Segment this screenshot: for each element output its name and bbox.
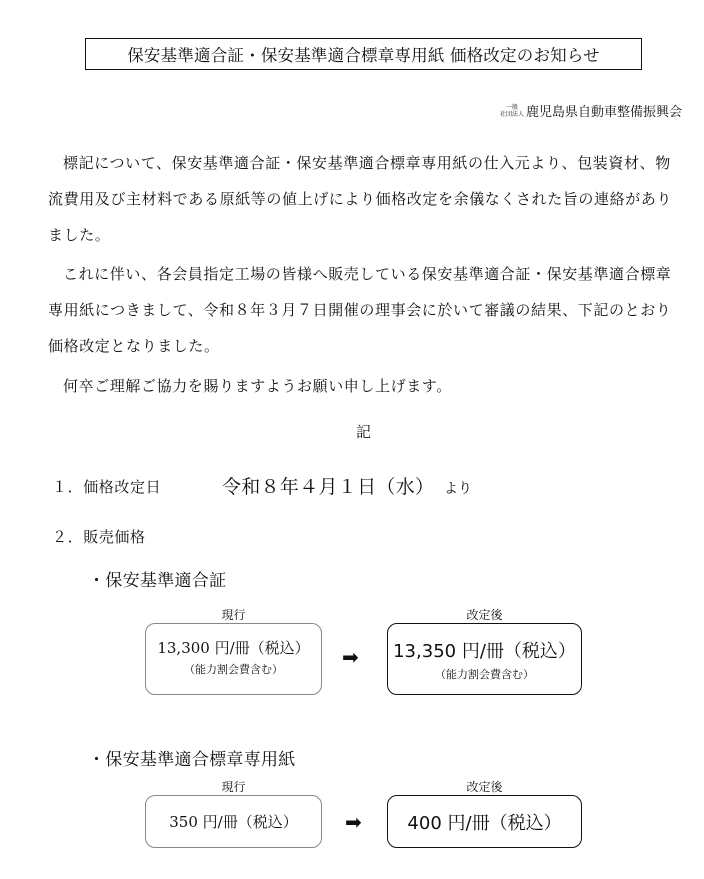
revision-date: 令和８年４月１日（水） xyxy=(222,476,435,498)
item-1-name: ・保安基準適合証 xyxy=(88,571,227,591)
item-1-new-box xyxy=(387,623,582,695)
section-2-label: ２．販売価格 xyxy=(52,528,146,546)
org-prefix-bottom: 社団法人 xyxy=(499,110,524,118)
ki-heading: 記 xyxy=(356,423,372,441)
page-title: 保安基準適合証・保安基準適合標章専用紙 価格改定のお知らせ xyxy=(85,38,642,70)
section-1-label: １．価格改定日 xyxy=(52,478,162,496)
item-2-current-label: 現行 xyxy=(221,780,246,794)
item-1-new-note: （能力割会費含む） xyxy=(435,668,534,681)
item-1-new-price: 13,350 円/冊（税込） xyxy=(393,641,576,662)
org-prefix xyxy=(500,104,524,118)
org-prefix-top: 一般 xyxy=(505,103,518,111)
item-1-current-label: 現行 xyxy=(221,608,246,622)
item-1-new-label: 改定後 xyxy=(466,608,503,622)
item-2-current-box xyxy=(145,795,322,848)
item-2-new-price: 400 円/冊（税込） xyxy=(407,813,562,834)
arrow-right-icon: ➡ xyxy=(345,810,362,834)
item-2-new-box xyxy=(387,795,582,848)
item-1-current-box xyxy=(145,623,322,695)
item-2-new-label: 改定後 xyxy=(466,780,503,794)
organization-name xyxy=(500,101,682,120)
item-1-current-price: 13,300 円/冊（税込） xyxy=(157,639,310,657)
item-1-current-note: （能力割会費含む） xyxy=(184,663,283,676)
item-2-name: ・保安基準適合標章専用紙 xyxy=(88,750,296,770)
item-2-current-price: 350 円/冊（税込） xyxy=(169,813,298,831)
paragraph-3: 何卒ご理解ご協力を賜りますようお願い申し上げます。 xyxy=(63,377,452,395)
org-name-text: 鹿児島県自動車整備振興会 xyxy=(525,105,682,120)
paragraph-1: 標記について、保安基準適合証・保安基準適合標章専用紙の仕入元より、包装資材、物流費用及び主材料である原紙等の値上げにより価格改定を余儀なくされた旨の連絡がありました。 xyxy=(48,154,673,244)
paragraph-2: これに伴い、各会員指定工場の皆様へ販売している保安基準適合証・保安基準適合標章専用紙につきまして、令和８年３月７日開催の理事会に於いて審議の結果、下記のとおり価格改定となりました。 xyxy=(48,265,672,355)
arrow-right-icon: ➡ xyxy=(342,645,359,669)
revision-date-suffix: より xyxy=(444,481,472,497)
